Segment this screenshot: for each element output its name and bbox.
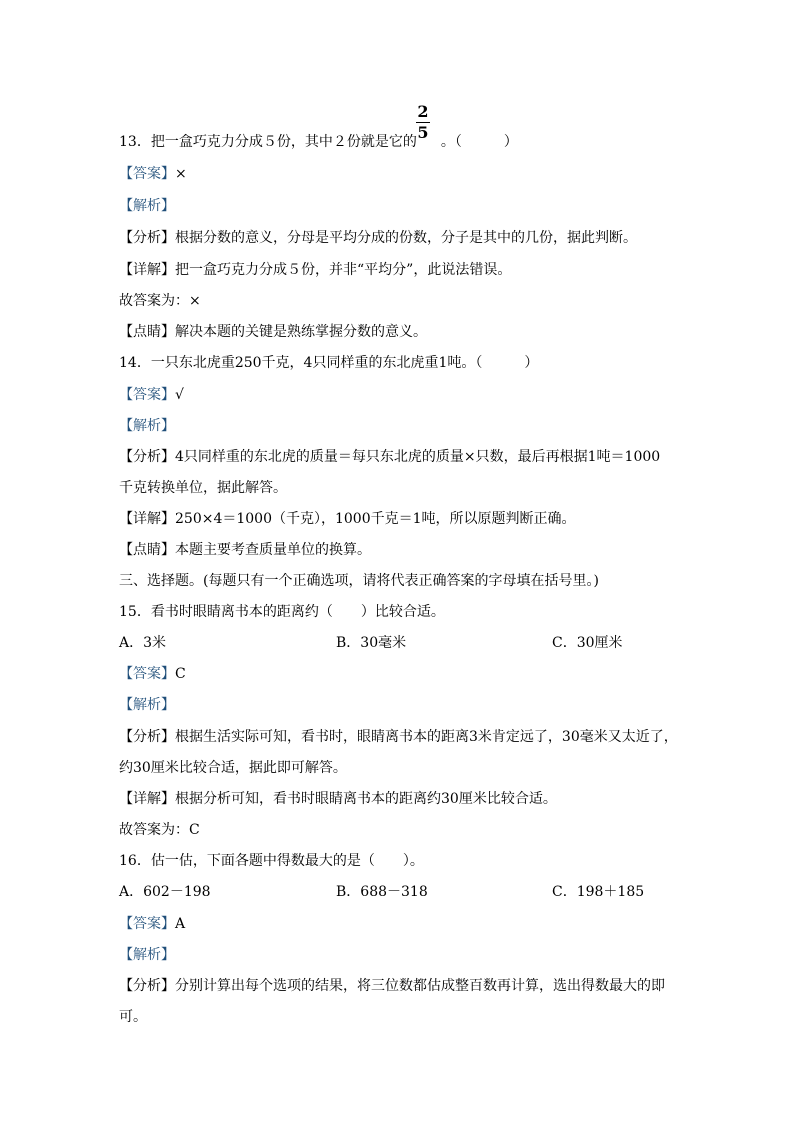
q15-option-b: B．30毫米 bbox=[336, 635, 407, 651]
q14-fenxi-line2: 千克转换单位，据此解答。 bbox=[119, 480, 287, 496]
dianjing-text: 解决本题的关键是熟练掌握分数的意义。 bbox=[175, 324, 427, 340]
xiangjie-text: 250×4＝1000（千克），1000千克＝1吨，所以原题判断正确。 bbox=[175, 511, 576, 527]
q15-jiexi bbox=[119, 695, 175, 715]
q14-dianjing bbox=[119, 540, 371, 560]
answer-tag: 【答案】 bbox=[119, 916, 175, 932]
q14-fenxi-line1 bbox=[119, 447, 660, 467]
q13-fenxi bbox=[119, 228, 637, 248]
fenxi-text: 根据分数的意义，分母是平均分成的份数，分子是其中的几份，据此判断。 bbox=[175, 230, 637, 246]
xiangjie-tag: 【详解】 bbox=[119, 262, 175, 278]
q16-question: 16．估一估，下面各题中得数最大的是（ ）。 bbox=[119, 853, 424, 869]
answer-value: A bbox=[175, 916, 186, 932]
q16-option-b: B．688－318 bbox=[336, 884, 428, 900]
q16-jiexi bbox=[119, 945, 175, 965]
q13-answer bbox=[119, 164, 187, 184]
q13-final: 故答案为：× bbox=[119, 293, 201, 309]
xiangjie-tag: 【详解】 bbox=[119, 511, 175, 527]
answer-tag: 【答案】 bbox=[119, 387, 175, 403]
q15-option-a: A．3米 bbox=[119, 635, 167, 651]
q15-question: 15．看书时眼睛离书本的距离约（ ）比较合适。 bbox=[119, 604, 445, 620]
xiangjie-tag: 【详解】 bbox=[119, 791, 175, 807]
q14-xiangjie bbox=[119, 509, 576, 529]
answer-tag: 【答案】 bbox=[119, 166, 175, 182]
q15-xiangjie bbox=[119, 789, 557, 809]
q14-jiexi bbox=[119, 416, 175, 436]
answer-value: √ bbox=[175, 387, 184, 403]
jiexi-tag: 【解析】 bbox=[119, 418, 175, 434]
q13-question bbox=[119, 132, 518, 152]
q16-fenxi-line1 bbox=[119, 976, 665, 996]
fraction-two-fifths bbox=[414, 103, 432, 142]
fenxi-tag: 【分析】 bbox=[119, 978, 175, 994]
q13-xiangjie bbox=[119, 260, 511, 280]
dianjing-tag: 【点睛】 bbox=[119, 324, 175, 340]
q16-option-a: A．602－198 bbox=[119, 884, 211, 900]
answer-value: × bbox=[175, 166, 187, 182]
fenxi-tag: 【分析】 bbox=[119, 449, 175, 465]
jiexi-tag: 【解析】 bbox=[119, 947, 175, 963]
fenxi-tag: 【分析】 bbox=[119, 729, 175, 745]
dianjing-tag: 【点睛】 bbox=[119, 542, 175, 558]
fraction-numerator: 2 bbox=[417, 102, 429, 121]
q16-answer bbox=[119, 914, 185, 934]
question-text: 13．把一盒巧克力分成５份，其中２份就是它的 bbox=[119, 134, 417, 150]
answer-tag: 【答案】 bbox=[119, 666, 175, 682]
fenxi-text: 根据生活实际可知，看书时，眼睛离书本的距离3米肯定远了，30毫米又太近了， bbox=[175, 729, 678, 745]
answer-blank: 。（ ） bbox=[440, 134, 518, 150]
q15-answer bbox=[119, 664, 186, 684]
fenxi-tag: 【分析】 bbox=[119, 230, 175, 246]
xiangjie-text: 把一盒巧克力分成５份，并非“平均分”，此说法错误。 bbox=[175, 262, 512, 278]
jiexi-tag: 【解析】 bbox=[119, 198, 175, 214]
answer-value: C bbox=[175, 666, 186, 682]
q13-jiexi bbox=[119, 196, 175, 216]
fenxi-text: 4只同样重的东北虎的质量＝每只东北虎的质量×只数，最后再根据1吨＝1000 bbox=[175, 449, 661, 465]
q14-answer bbox=[119, 385, 184, 405]
jiexi-tag: 【解析】 bbox=[119, 697, 175, 713]
q15-fenxi-line2: 约30厘米比较合适，据此即可解答。 bbox=[119, 760, 347, 776]
q14-question: 14．一只东北虎重250千克，4只同样重的东北虎重1吨。（ ） bbox=[119, 355, 539, 371]
q15-option-c: C．30厘米 bbox=[552, 635, 623, 651]
q15-fenxi-line1 bbox=[119, 727, 678, 747]
fraction-denominator: 5 bbox=[417, 123, 429, 142]
q13-dianjing bbox=[119, 322, 427, 342]
fenxi-text: 分别计算出每个选项的结果，将三位数都估成整百数再计算，选出得数最大的即 bbox=[175, 978, 665, 994]
q15-final: 故答案为：C bbox=[119, 822, 200, 838]
xiangjie-text: 根据分析可知，看书时眼睛离书本的距离约30厘米比较合适。 bbox=[175, 791, 557, 807]
section-heading: 三、选择题。(每题只有一个正确选项，请将代表正确答案的字母填在括号里。) bbox=[119, 573, 599, 589]
q16-option-c: C．198＋185 bbox=[552, 884, 645, 900]
dianjing-text: 本题主要考查质量单位的换算。 bbox=[175, 542, 371, 558]
q16-fenxi-line2: 可。 bbox=[119, 1009, 147, 1025]
